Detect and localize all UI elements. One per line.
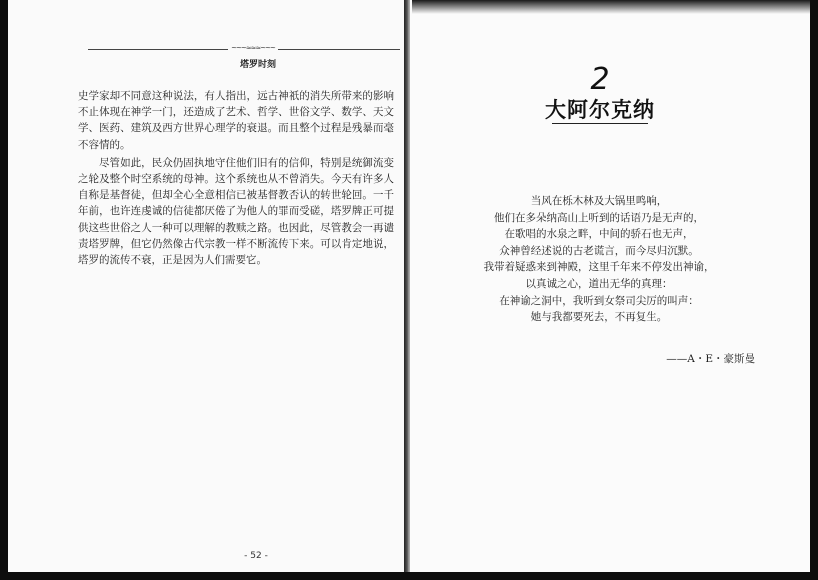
body-text <box>78 88 394 268</box>
paragraph: 尽管如此，民众仍固执地守住他们旧有的信仰，特别是统御流变之轮及整个时空系统的母神。这个系统也从不曾消失。今天有许多人自称是基督徒，但却全心全意相信已被基督教否认的转世轮回。一千年前，也许连虔诚的信徒都厌倦了为他人的罪而受磋，塔罗牌正可提供这些世俗之人一种可以理解的教赎之路。也因此，尽管教会一再谴责塔罗牌，但它仍然像古代宗教一样不断流传下来。可以肯定地说，塔罗的流传不衰，正是因为人们需要它。 <box>78 156 394 267</box>
page-number: - 52 - <box>244 551 268 561</box>
poem-line: 众神曾经述说的古老谎言，而今尽归沉默。 <box>499 244 699 257</box>
poem-line: 我带着疑惑来到神殿，这里千年来不停发出神谕， <box>483 261 715 274</box>
poem-line: 他们在多朵纳高山上听到的话语乃是无声的， <box>494 211 704 224</box>
scan-edge <box>0 572 818 580</box>
poem-attribution: ——A・E・豪斯曼 <box>666 353 755 365</box>
chapter-number: 2 <box>590 62 610 97</box>
header-ornament: ~~~≈≈≈~~~ <box>228 44 278 52</box>
running-head: 塔罗时刻 <box>239 60 276 70</box>
scan-edge <box>810 0 818 580</box>
poem-line: 在歌唱的水泉之畔，中间的骄石也无声， <box>504 228 694 241</box>
epigraph-poem <box>468 193 730 326</box>
poem-line: 她与我都要死去，不再复生。 <box>530 311 668 324</box>
left-page <box>8 0 408 572</box>
chapter-title: 大阿尔克纳 <box>545 98 655 122</box>
poem-line: 当风在栎木林及大锅里鸣响， <box>530 195 668 207</box>
poem-line: 在神谕之洞中，我听到女祭司尖厉的叫声： <box>499 294 699 307</box>
scan-shadow <box>412 0 810 14</box>
poem-line: 以真诚之心，道出无华的真理： <box>525 277 673 290</box>
chapter-title-underline <box>552 123 648 124</box>
paragraph: 史学家却不同意这种说法，有人指出，远古神祇的消失所带来的影响不止体现在神学一门，还造成了艺术、哲学、世俗文学、数学、天文学、医药、建筑及西方世界心理学的衰退。而且整个过程是残暴而毫不容情的。 <box>78 90 394 151</box>
